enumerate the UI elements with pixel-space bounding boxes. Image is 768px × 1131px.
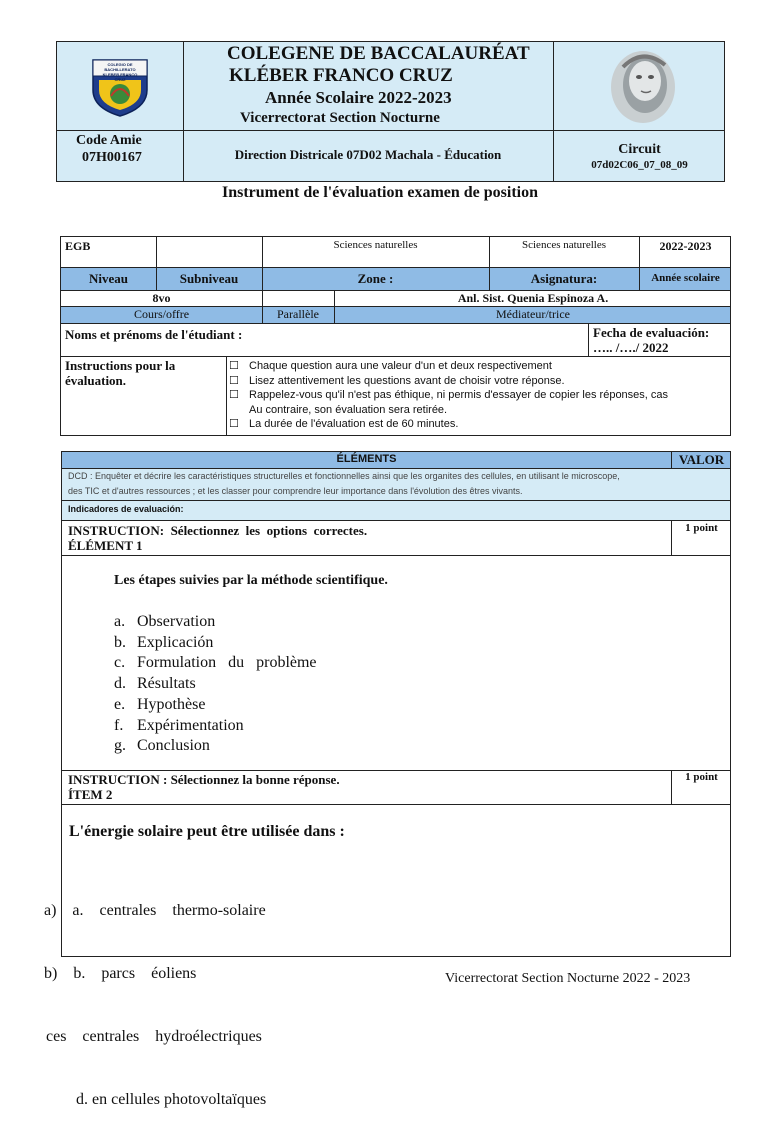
option-f[interactable]: f. Expérimentation <box>114 716 244 734</box>
info-table <box>60 236 731 436</box>
option-b[interactable]: b. Explicación <box>114 633 214 651</box>
code-label: Code Amie <box>76 133 142 148</box>
mediator-value: Anl. Sist. Quenia Espinoza A. <box>457 291 609 305</box>
item1-points: 1 point <box>685 522 718 534</box>
option-d[interactable]: d. Résultats <box>114 675 196 693</box>
logo-text: COLEGIO DE BACHILLERATO KLEBER FRANCO CRUZ <box>102 62 138 82</box>
school-name-line2: KLÉBER FRANCO CRUZ <box>229 65 453 86</box>
label-mediateur: Médiateur/trice <box>496 307 570 321</box>
year-value: 2022-2023 <box>659 239 712 253</box>
portrait-image <box>593 47 693 125</box>
direction-text: Direction Districale 07D02 Machala - Éducation <box>234 147 502 162</box>
school-logo <box>89 56 151 118</box>
dcd-line2: des TIC et d'autres ressources ; et les classer pour comprendre leur importance dans l'évolution des êtres vivants. <box>68 486 523 496</box>
circuit-label: Circuit <box>618 142 661 157</box>
instruction-item: ☐ Lisez attentivement les questions avant de choisir votre réponse. <box>229 374 565 387</box>
school-name-line1: COLEGENE DE BACCALAURÉAT <box>227 43 530 64</box>
label-cours-offre: Cours/offre <box>133 307 190 321</box>
instructions-list <box>229 359 732 432</box>
instructions-label: Instructions pour la évaluation. <box>65 358 176 388</box>
option-a[interactable]: a. Observation <box>114 613 216 630</box>
item1-label: ÉLÉMENT 1 <box>68 538 143 553</box>
valor-header: VALOR <box>678 452 725 467</box>
item1-instruction: INSTRUCTION: Sélectionnez les options correctes. <box>68 523 368 538</box>
instruction-item: ☐ Chaque question aura une valeur d'un et deux respectivement <box>229 360 552 372</box>
option-e[interactable]: e. Hypothèse <box>114 695 206 713</box>
option-g[interactable]: g. Conclusion <box>114 737 210 755</box>
item2-instruction: INSTRUCTION : Sélectionnez la bonne réponse. <box>68 772 340 787</box>
item1-question: Les étapes suivies par la méthode scientifique. <box>114 573 388 588</box>
elements-header: ÉLÉMENTS <box>336 453 397 465</box>
header-zone: Zone : <box>357 271 394 286</box>
item2-label: ÍTEM 2 <box>68 787 113 802</box>
course-value: 8vo <box>152 291 171 305</box>
egb-cell: EGB <box>65 239 91 253</box>
item2-question: L'énergie solaire peut être utilisée dans : <box>69 823 345 840</box>
instruction-item: ☐ Rappelez-vous qu'il n'est pas éthique, ni permis d'essayer de copier les réponses, cas <box>229 389 669 401</box>
option-a[interactable]: a) a. centrales thermo-solaire <box>44 902 266 919</box>
item2-options <box>44 858 266 1131</box>
zone-value: Sciences naturelles <box>333 239 418 251</box>
dcd-line1: DCD : Enquêter et décrire les caractéristiques structurelles et fonctionnelles ainsi que les organites des cellules, en utilisant le microscope, <box>68 471 620 481</box>
option-c[interactable]: c. Formulation du problème <box>114 654 317 672</box>
circuit-value: 07d02C06_07_08_09 <box>591 159 688 171</box>
page-title: Instrument de l'évaluation examen de position <box>222 184 539 201</box>
date-value: ….. /…./ 2022 <box>593 340 669 355</box>
item2-points: 1 point <box>685 771 718 783</box>
header-box <box>56 41 725 182</box>
header-niveau: Niveau <box>89 271 128 286</box>
option-b[interactable]: b) b. parcs éoliens <box>44 965 197 982</box>
date-label: Fecha de evaluación: <box>593 325 710 340</box>
instruction-item: ☐ La durée de l'évaluation est de 60 minutes. <box>229 418 459 430</box>
option-c[interactable]: ces centrales hydroélectriques <box>46 1028 262 1045</box>
student-name-label: Noms et prénoms de l'étudiant : <box>65 327 243 342</box>
option-d[interactable]: d. en cellules photovoltaïques <box>76 1091 267 1108</box>
header-subniveau: Subniveau <box>179 271 239 286</box>
page-footer: Vicerrectorat Section Nocturne 2022 - 2023 <box>445 971 691 986</box>
school-year: Année Scolaire 2022-2023 <box>265 88 452 107</box>
indicators-label: Indicadores de evaluación: <box>68 504 184 514</box>
instruction-item-continued: Au contraire, son évaluation sera retirée. <box>249 403 448 416</box>
label-parallele: Parallèle <box>277 307 319 321</box>
header-annee-scolaire: Année scolaire <box>651 272 720 284</box>
section-name: Vicerrectorat Section Nocturne <box>240 110 440 126</box>
subject-value: Sciences naturelles <box>522 239 606 251</box>
header-asignatura: Asignatura: <box>530 271 598 286</box>
code-value: 07H00167 <box>82 150 142 165</box>
item1-options <box>114 612 317 757</box>
